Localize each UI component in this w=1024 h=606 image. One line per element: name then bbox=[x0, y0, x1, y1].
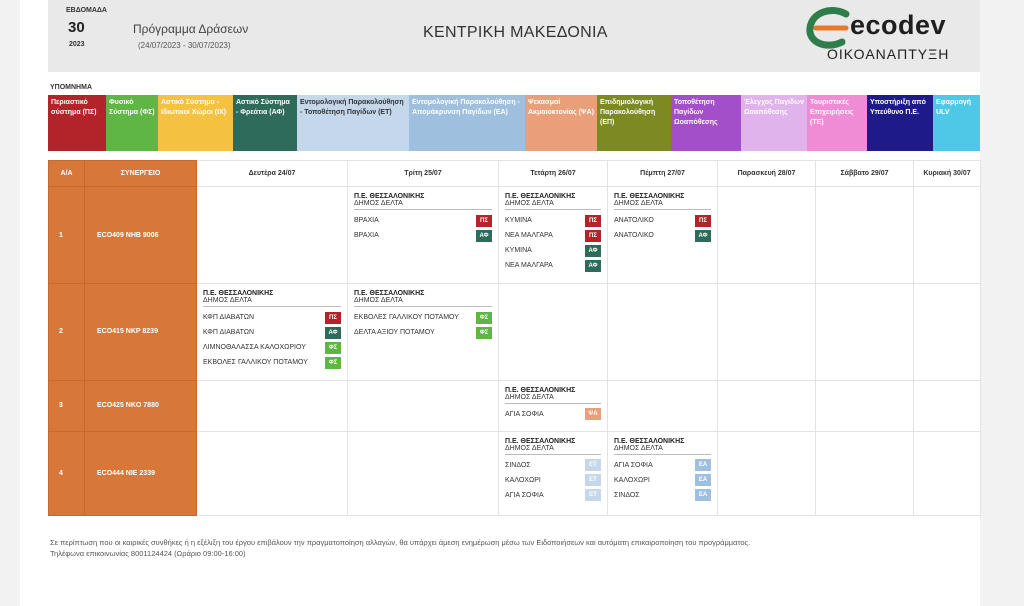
activity-place: ΑΝΑΤΟΛΙΚΟ bbox=[614, 232, 654, 239]
activity-place: ΚΥΜΙΝΑ bbox=[505, 217, 532, 224]
activity-code-badge: ΠΣ bbox=[585, 215, 601, 227]
municipality: ΔΗΜΟΣ ΔΕΛΤΑ bbox=[505, 200, 601, 210]
activity-code-badge: ΕΤ bbox=[585, 474, 601, 486]
activity-row bbox=[505, 258, 601, 273]
column-header-day: Δευτέρα 24/07 bbox=[197, 161, 348, 187]
regional-unit: Π.Ε. ΘΕΣΣΑΛΟΝΙΚΗΣ bbox=[614, 437, 685, 445]
schedule-cell bbox=[348, 284, 499, 380]
table-row bbox=[49, 380, 981, 431]
schedule-cell bbox=[197, 431, 348, 515]
week-label: ΕΒΔΟΜΑΔΑ bbox=[66, 7, 107, 14]
week-year: 2023 bbox=[69, 41, 85, 48]
activity-code-badge: ΠΣ bbox=[585, 230, 601, 242]
activity-row bbox=[505, 488, 601, 503]
column-header-day: Τρίτη 25/07 bbox=[348, 161, 499, 187]
schedule-cell bbox=[718, 431, 816, 515]
schedule-cell bbox=[816, 431, 914, 515]
activity-code-badge: ΕΤ bbox=[585, 459, 601, 471]
schedule-cell bbox=[348, 380, 499, 431]
week-number: 30 bbox=[68, 19, 85, 36]
crew-id: ECO425 NKO 7880 bbox=[85, 380, 197, 431]
activity-row bbox=[505, 213, 601, 228]
contact-phone: Τηλέφωνα επικοινωνίας 8001124424 (Ωράριο 09:00-16:00) bbox=[50, 549, 246, 558]
schedule-cell bbox=[608, 380, 718, 431]
legend-item: Εφαρμογή ULV bbox=[933, 95, 980, 151]
municipality: ΔΗΜΟΣ ΔΕΛΤΑ bbox=[614, 200, 711, 210]
activity-code-badge: ΕΑ bbox=[695, 459, 711, 471]
schedule-cell bbox=[914, 187, 981, 284]
regional-unit: Π.Ε. ΘΕΣΣΑΛΟΝΙΚΗΣ bbox=[354, 193, 425, 200]
activity-code-badge: ΑΦ bbox=[585, 245, 601, 257]
footnote: Σε περίπτωση που οι καιρικές συνθήκες ή η εξέλιξη του έργου επιβάλουν την πραγματοποίηση αλλαγών, θα υπάρχει άμεση ενημέρωση μέσω των Ειδοποιήσεων και αυτόματη επικαιροποίηση του προγράμματος. bbox=[50, 538, 751, 547]
legend bbox=[48, 95, 980, 151]
crew-id: ECO415 NKP 8239 bbox=[85, 284, 197, 380]
left-margin bbox=[0, 0, 20, 606]
regional-unit: Π.Ε. ΘΕΣΣΑΛΟΝΙΚΗΣ bbox=[505, 193, 576, 200]
activity-place: ΒΡΑΧΙΑ bbox=[354, 217, 379, 224]
schedule-cell bbox=[348, 187, 499, 284]
activity-place: ΑΓΙΑ ΣΟΦΙΑ bbox=[505, 410, 544, 418]
table-row bbox=[49, 431, 981, 515]
activity-place: ΑΓΙΑ ΣΟΦΙΑ bbox=[614, 461, 653, 469]
logo-subtitle: ΟΙΚΟΑΝΑΠΤΥΞΗ bbox=[827, 46, 950, 62]
crew-id: ECO444 NIE 2339 bbox=[85, 431, 197, 515]
activity-place: ΣΙΝΔΟΣ bbox=[614, 491, 640, 499]
assignment bbox=[608, 187, 717, 243]
activity-code-badge: ΕΑ bbox=[695, 474, 711, 486]
region-title: ΚΕΝΤΡΙΚΗ ΜΑΚΕΔΟΝΙΑ bbox=[423, 24, 608, 41]
assignment bbox=[197, 284, 347, 370]
schedule-cell bbox=[499, 380, 608, 431]
assignment bbox=[348, 187, 498, 243]
program-title: Πρόγραμμα Δράσεων bbox=[133, 22, 249, 36]
activity-row bbox=[354, 213, 492, 228]
legend-item: Φυσικό Σύστημα (ΦΣ) bbox=[106, 95, 158, 151]
schedule-cell bbox=[197, 380, 348, 431]
regional-unit: Π.Ε. ΘΕΣΣΑΛΟΝΙΚΗΣ bbox=[203, 290, 274, 298]
municipality: ΔΗΜΟΣ ΔΕΛΤΑ bbox=[354, 297, 492, 307]
legend-item: Τουριστικές Επιχειρήσεις (ΤΕ) bbox=[807, 95, 867, 151]
activity-place: ΑΝΑΤΟΛΙΚΟ bbox=[614, 217, 654, 224]
column-header-crew: ΣΥΝΕΡΓΕΙΟ bbox=[85, 161, 197, 187]
activity-row bbox=[505, 473, 601, 488]
schedule-cell bbox=[197, 284, 348, 380]
activity-row bbox=[505, 228, 601, 243]
row-index: 4 bbox=[49, 431, 85, 515]
table-row bbox=[49, 284, 981, 380]
schedule-cell bbox=[718, 284, 816, 380]
activity-row bbox=[354, 325, 492, 340]
schedule-cell bbox=[914, 431, 981, 515]
activity-code-badge: ΑΦ bbox=[476, 230, 492, 242]
activity-place: ΛΙΜΝΟΘΑΛΑΣΣΑ ΚΑΛΟΧΩΡΙΟΥ bbox=[203, 344, 306, 352]
schedule-cell bbox=[914, 284, 981, 380]
regional-unit: Π.Ε. ΘΕΣΣΑΛΟΝΙΚΗΣ bbox=[505, 386, 576, 394]
legend-title: ΥΠΟΜΝΗΜΑ bbox=[50, 84, 92, 91]
activity-place: ΝΕΑ ΜΑΛΓΑΡΑ bbox=[505, 262, 553, 269]
activity-row bbox=[203, 310, 341, 325]
schedule-table bbox=[48, 160, 981, 516]
legend-item: Τοποθέτηση Παγίδων Ωοαπόθεσης bbox=[671, 95, 741, 151]
legend-item: Εντομολογική Παρακολούθηση - Απομάκρυνση Παγίδων (ΕΑ) bbox=[409, 95, 525, 151]
activity-place: ΚΦΠ ΔΙΑΒΑΤΩΝ bbox=[203, 314, 255, 322]
activity-row bbox=[505, 407, 601, 422]
legend-item: Περιαστικό σύστημα (ΠΣ) bbox=[48, 95, 106, 151]
activity-place: ΣΙΝΔΟΣ bbox=[505, 461, 531, 469]
activity-place: ΔΕΛΤΑ ΑΞΙΟΥ ΠΟΤΑΜΟΥ bbox=[354, 329, 435, 337]
row-index: 1 bbox=[49, 187, 85, 284]
activity-place: ΑΓΙΑ ΣΟΦΙΑ bbox=[505, 491, 544, 499]
activity-row bbox=[354, 310, 492, 325]
municipality: ΔΗΜΟΣ ΔΕΛΤΑ bbox=[614, 445, 711, 455]
column-header-day: Πέμπτη 27/07 bbox=[608, 161, 718, 187]
activity-code-badge: ΨΑ bbox=[585, 408, 601, 420]
activity-row bbox=[614, 213, 711, 228]
activity-place: ΚΥΜΙΝΑ bbox=[505, 247, 532, 254]
program-dates: (24/07/2023 - 30/07/2023) bbox=[138, 41, 231, 50]
activity-row bbox=[505, 458, 601, 473]
legend-item: Έλεγχος Παγίδων Ωοαπόθεσης bbox=[741, 95, 807, 151]
activity-code-badge: ΕΤ bbox=[585, 489, 601, 501]
column-header-day: Σάββατο 29/07 bbox=[816, 161, 914, 187]
activity-row bbox=[614, 228, 711, 243]
activity-code-badge: ΦΣ bbox=[476, 312, 492, 324]
legend-item: Ψεκασμοί Ακμαιοκτονίας (ΨΑ) bbox=[525, 95, 597, 151]
activity-place: ΒΡΑΧΙΑ bbox=[354, 232, 379, 239]
activity-row bbox=[614, 473, 711, 488]
schedule-cell bbox=[718, 187, 816, 284]
activity-code-badge: ΑΦ bbox=[585, 260, 601, 272]
activity-code-badge: ΦΣ bbox=[476, 327, 492, 339]
column-header-index: Α/Α bbox=[49, 161, 85, 187]
assignment bbox=[499, 432, 607, 503]
municipality: ΔΗΜΟΣ ΔΕΛΤΑ bbox=[203, 297, 341, 307]
regional-unit: Π.Ε. ΘΕΣΣΑΛΟΝΙΚΗΣ bbox=[354, 290, 425, 298]
legend-item: Υποστήριξη από Υπεύθυνο Π.Ε. bbox=[867, 95, 933, 151]
activity-code-badge: ΑΦ bbox=[695, 230, 711, 242]
column-header-day: Παρασκευή 28/07 bbox=[718, 161, 816, 187]
legend-item: Αστικό Σύστημα - Ιδιωτικοί Χώροι (ΙΧ) bbox=[158, 95, 233, 151]
assignment bbox=[348, 284, 498, 340]
legend-item: Εντομολογική Παρακολούθηση - Τοποθέτηση Παγίδων (ΕΤ) bbox=[297, 95, 409, 151]
activity-row bbox=[203, 340, 341, 355]
schedule-cell bbox=[197, 187, 348, 284]
regional-unit: Π.Ε. ΘΕΣΣΑΛΟΝΙΚΗΣ bbox=[614, 193, 685, 200]
activity-code-badge: ΦΣ bbox=[325, 342, 341, 354]
row-index: 3 bbox=[49, 380, 85, 431]
activity-code-badge: ΕΑ bbox=[695, 489, 711, 501]
activity-place: ΕΚΒΟΛΕΣ ΓΑΛΛΙΚΟΥ ΠΟΤΑΜΟΥ bbox=[203, 359, 308, 367]
activity-code-badge: ΠΣ bbox=[476, 215, 492, 227]
activity-place: ΚΑΛΟΧΩΡΙ bbox=[614, 476, 650, 484]
assignment bbox=[608, 432, 717, 503]
schedule-cell bbox=[608, 284, 718, 380]
schedule-cell bbox=[499, 284, 608, 380]
schedule-cell bbox=[816, 284, 914, 380]
column-header-day: Τετάρτη 26/07 bbox=[499, 161, 608, 187]
activity-row bbox=[203, 325, 341, 340]
municipality: ΔΗΜΟΣ ΔΕΛΤΑ bbox=[354, 200, 492, 210]
logo-wordmark: ecodev bbox=[850, 10, 947, 40]
municipality: ΔΗΜΟΣ ΔΕΛΤΑ bbox=[505, 445, 601, 455]
municipality: ΔΗΜΟΣ ΔΕΛΤΑ bbox=[505, 394, 601, 404]
activity-place: ΕΚΒΟΛΕΣ ΓΑΛΛΙΚΟΥ ΠΟΤΑΜΟΥ bbox=[354, 314, 459, 322]
row-index: 2 bbox=[49, 284, 85, 380]
schedule-cell bbox=[718, 380, 816, 431]
assignment bbox=[499, 381, 607, 422]
schedule-cell bbox=[816, 187, 914, 284]
activity-code-badge: ΦΣ bbox=[325, 357, 341, 369]
activity-place: ΝΕΑ ΜΑΛΓΑΡΑ bbox=[505, 232, 553, 239]
activity-place: ΚΦΠ ΔΙΑΒΑΤΩΝ bbox=[203, 329, 255, 337]
schedule-cell bbox=[816, 380, 914, 431]
schedule-cell bbox=[499, 187, 608, 284]
right-margin bbox=[980, 0, 1024, 606]
legend-item: Επιδημιολογική Παρακολούθηση (ΕΠ) bbox=[597, 95, 671, 151]
activity-row bbox=[203, 355, 341, 370]
schedule-cell bbox=[348, 431, 499, 515]
activity-row bbox=[614, 458, 711, 473]
activity-row bbox=[505, 243, 601, 258]
schedule-cell bbox=[499, 431, 608, 515]
activity-place: ΚΑΛΟΧΩΡΙ bbox=[505, 476, 541, 484]
schedule-cell bbox=[608, 431, 718, 515]
schedule-cell bbox=[608, 187, 718, 284]
activity-row bbox=[354, 228, 492, 243]
schedule-cell bbox=[914, 380, 981, 431]
activity-code-badge: ΑΦ bbox=[325, 327, 341, 339]
ecodev-logo bbox=[802, 6, 972, 66]
activity-code-badge: ΠΣ bbox=[695, 215, 711, 227]
legend-item: Αστικό Σύστημα - Φρεάτια (ΑΦ) bbox=[233, 95, 297, 151]
activity-code-badge: ΠΣ bbox=[325, 312, 341, 324]
column-header-day: Κυριακή 30/07 bbox=[914, 161, 981, 187]
table-row bbox=[49, 187, 981, 284]
activity-row bbox=[614, 488, 711, 503]
regional-unit: Π.Ε. ΘΕΣΣΑΛΟΝΙΚΗΣ bbox=[505, 437, 576, 445]
document-header bbox=[48, 0, 980, 72]
crew-id: ECO409 NHB 9006 bbox=[85, 187, 197, 284]
assignment bbox=[499, 187, 607, 273]
table-header-row bbox=[49, 161, 981, 187]
